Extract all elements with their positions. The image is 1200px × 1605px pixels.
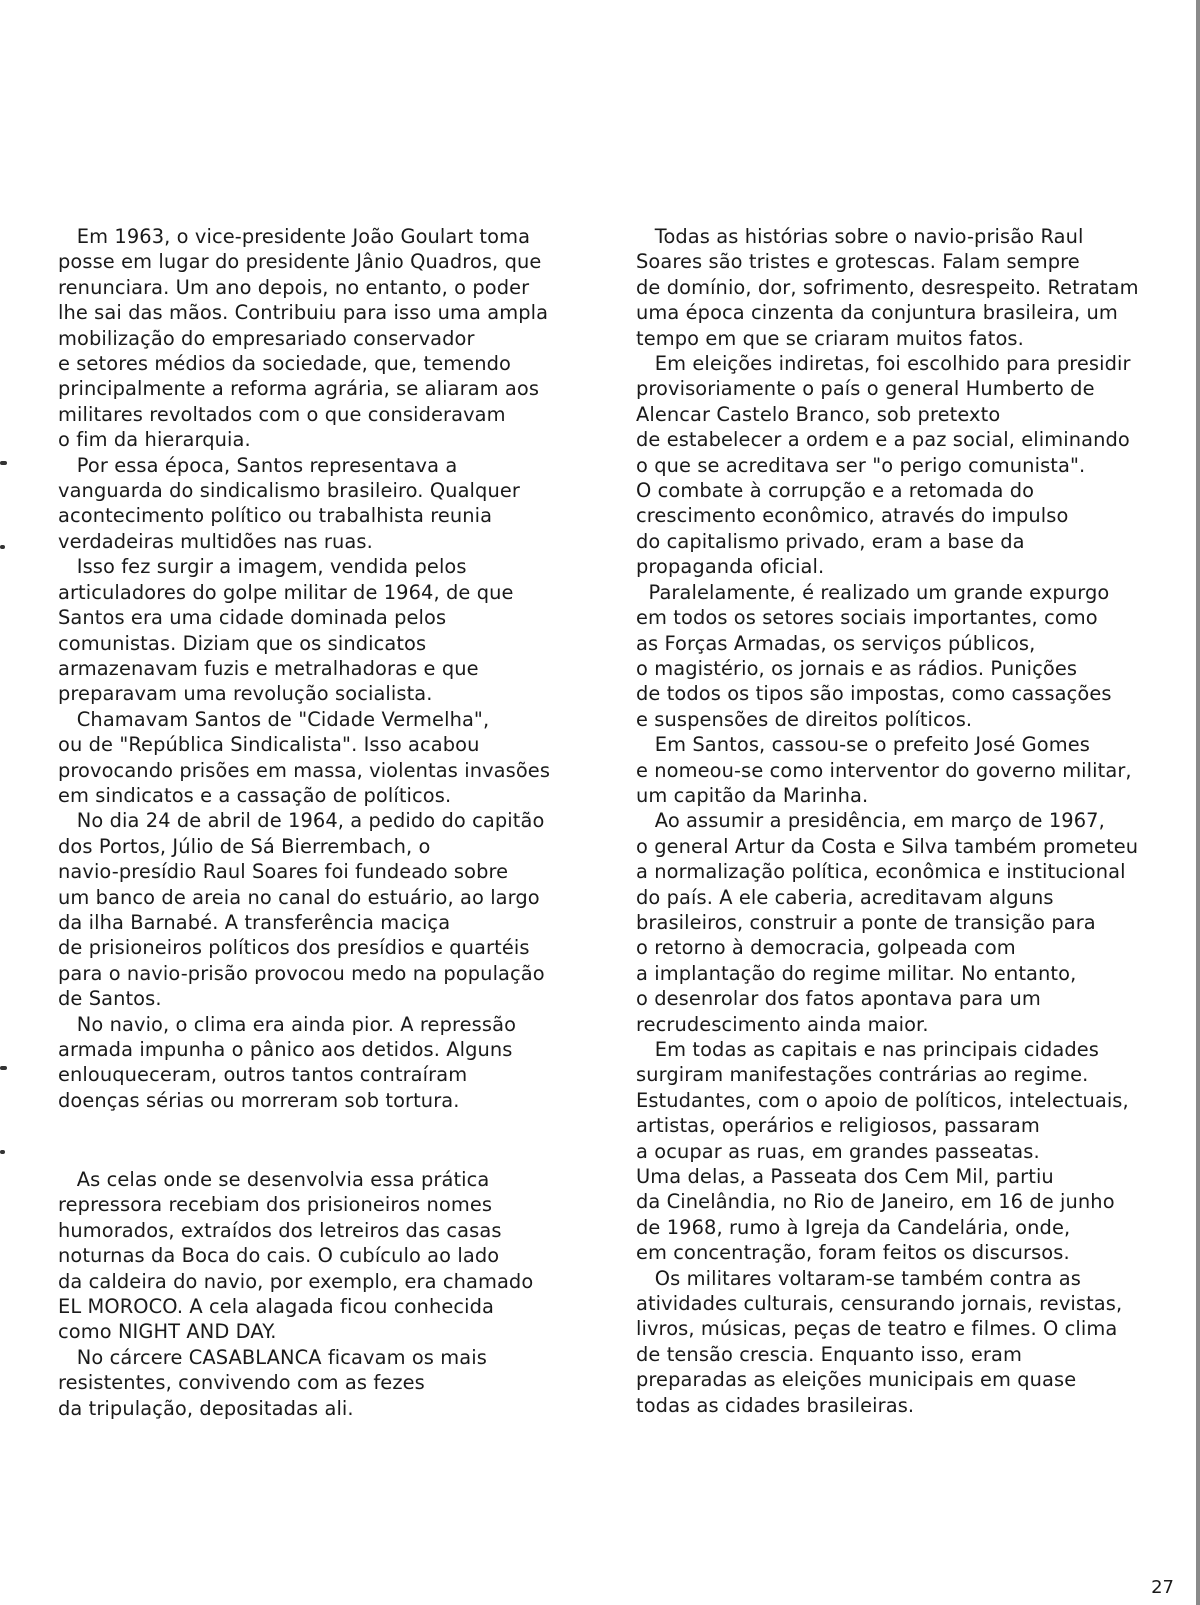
text-line: a ocupar as ruas, em grandes passeatas.: [636, 1139, 1040, 1163]
text-line: em sindicatos e a cassação de políticos.: [58, 783, 452, 807]
text-line: Chamavam Santos de "Cidade Vermelha",: [58, 707, 490, 731]
text-line: articuladores do golpe militar de 1964, de que: [58, 580, 514, 604]
text-line: o que se acreditava ser "o perigo comunista".: [636, 453, 1086, 477]
text-line: noturnas da Boca do cais. O cubículo ao lado: [58, 1244, 500, 1268]
text-line: do capitalismo privado, eram a base da: [636, 529, 1025, 553]
text-line: posse em lugar do presidente Jânio Quadros, que: [58, 250, 542, 274]
text-line: de estabelecer a ordem e a paz social, eliminando: [636, 428, 1130, 452]
text-line: repressora recebiam dos prisioneiros nomes: [58, 1193, 493, 1217]
text-line: e nomeou-se como interventor do governo militar,: [636, 758, 1132, 782]
text-line: o retorno à democracia, golpeada com: [636, 936, 1016, 960]
text-line: preparadas as eleições municipais em quase: [636, 1368, 1077, 1392]
text-line: comunistas. Diziam que os sindicatos: [58, 631, 427, 655]
text-line: Soares são tristes e grotescas. Falam sempre: [636, 250, 1080, 274]
text-line: propaganda oficial.: [636, 555, 825, 579]
text-line: O combate à corrupção e a retomada do: [636, 479, 1035, 503]
text-line: No navio, o clima era ainda pior. A repressão: [58, 1012, 517, 1036]
text-line: para o navio-prisão provocou medo na população: [58, 961, 545, 985]
text-line: atividades culturais, censurando jornais, revistas,: [636, 1292, 1123, 1316]
text-line: navio-presídio Raul Soares foi fundeado sobre: [58, 860, 509, 884]
text-line: humorados, extraídos dos letreiros das casas: [58, 1218, 502, 1242]
text-line: lhe sai das mãos. Contribuiu para isso uma ampla: [58, 301, 549, 325]
text-line: Alencar Castelo Branco, sob pretexto: [636, 402, 1001, 426]
text-line: de domínio, dor, sofrimento, desrespeito. Retratam: [636, 275, 1139, 299]
text-line: Os militares voltaram-se também contra as: [636, 1266, 1081, 1290]
text-line: militares revoltados com o que consideravam: [58, 402, 506, 426]
text-line: Em eleições indiretas, foi escolhido para presidir: [636, 352, 1131, 376]
text-line: surgiram manifestações contrárias ao regime.: [636, 1063, 1089, 1087]
text-line: principalmente a reforma agrária, se aliaram aos: [58, 377, 540, 401]
text-line: preparavam uma revolução socialista.: [58, 682, 433, 706]
text-line: tempo em que se criaram muitos fatos.: [636, 326, 1024, 350]
text-line: No dia 24 de abril de 1964, a pedido do capitão: [58, 809, 545, 833]
text-line: uma época cinzenta da conjuntura brasileira, um: [636, 301, 1118, 325]
text-line: o desenrolar dos fatos apontava para um: [636, 987, 1041, 1011]
text-line: provocando prisões em massa, violentas invasões: [58, 758, 551, 782]
text-line: as Forças Armadas, os serviços públicos,: [636, 631, 1036, 655]
text-line: o fim da hierarquia.: [58, 428, 251, 452]
text-line: todas as cidades brasileiras.: [636, 1393, 915, 1417]
margin-mark: [0, 545, 5, 549]
text-line: vanguarda do sindicalismo brasileiro. Qualquer: [58, 479, 520, 503]
text-line: e suspensões de direitos políticos.: [636, 707, 973, 731]
text-line: livros, músicas, peças de teatro e filmes. O clima: [636, 1317, 1118, 1341]
margin-mark: [0, 461, 7, 465]
text-line: EL MOROCO. A cela alagada ficou conhecida: [58, 1295, 495, 1319]
text-line: da caldeira do navio, por exemplo, era chamado: [58, 1269, 534, 1293]
text-line: da tripulação, depositadas ali.: [58, 1396, 354, 1420]
text-line: o magistério, os jornais e as rádios. Punições: [636, 656, 1078, 680]
text-line: renunciara. Um ano depois, no entanto, o poder: [58, 275, 530, 299]
text-line: em todos os setores sociais importantes, como: [636, 606, 1098, 630]
text-line: No cárcere CASABLANCA ficavam os mais: [58, 1345, 487, 1369]
text-line: Isso fez surgir a imagem, vendida pelos: [58, 555, 467, 579]
text-line: acontecimento político ou trabalhista reunia: [58, 504, 493, 528]
text-line: Por essa época, Santos representava a: [58, 453, 458, 477]
text-line: de prisioneiros políticos dos presídios e quartéis: [58, 936, 530, 960]
text-line: o general Artur da Costa e Silva também prometeu: [636, 834, 1139, 858]
text-line: de 1968, rumo à Igreja da Candelária, onde,: [636, 1215, 1071, 1239]
text-line: Uma delas, a Passeata dos Cem Mil, partiu: [636, 1165, 1054, 1189]
text-line: As celas onde se desenvolvia essa prática: [58, 1168, 490, 1191]
text-line: enlouqueceram, outros tantos contraíram: [58, 1063, 468, 1087]
text-line: a implantação do regime militar. No entanto,: [636, 961, 1077, 985]
text-line: Todas as histórias sobre o navio-prisão Raul: [636, 225, 1084, 248]
text-line: Em Santos, cassou-se o prefeito José Gomes: [636, 733, 1090, 757]
text-line: Em 1963, o vice-presidente João Goulart toma: [58, 225, 531, 248]
text-line: recrudescimento ainda maior.: [636, 1012, 929, 1036]
left-column-top: [58, 224, 578, 1113]
text-line: verdadeiras multidões nas ruas.: [58, 529, 373, 553]
text-line: brasileiros, construir a ponte de transição para: [636, 910, 1096, 934]
text-line: armada impunha o pânico aos detidos. Alguns: [58, 1038, 513, 1061]
left-column-bottom: [58, 1167, 578, 1421]
text-line: armazenavam fuzis e metralhadoras e que: [58, 656, 479, 680]
text-line: da Cinelândia, no Rio de Janeiro, em 16 de junho: [636, 1190, 1115, 1214]
text-line: doenças sérias ou morreram sob tortura.: [58, 1088, 460, 1112]
text-line: dos Portos, Júlio de Sá Bierrembach, o: [58, 834, 431, 858]
text-line: provisoriamente o país o general Humberto de: [636, 377, 1095, 401]
text-line: da ilha Barnabé. A transferência maciça: [58, 910, 451, 934]
text-line: Em todas as capitais e nas principais cidades: [636, 1038, 1100, 1061]
right-column: [636, 224, 1166, 1418]
text-line: Estudantes, com o apoio de políticos, intelectuais,: [636, 1088, 1129, 1112]
text-line: de tensão crescia. Enquanto isso, eram: [636, 1342, 1022, 1366]
text-line: de Santos.: [58, 987, 162, 1011]
text-line: um banco de areia no canal do estuário, ao largo: [58, 885, 540, 909]
text-line: a normalização política, econômica e institucional: [636, 860, 1126, 884]
text-line: em concentração, foram feitos os discursos.: [636, 1241, 1070, 1265]
text-line: Ao assumir a presidência, em março de 1967,: [636, 809, 1105, 833]
text-line: Paralelamente, é realizado um grande expurgo: [636, 580, 1110, 604]
margin-mark: [0, 1150, 5, 1154]
text-line: de todos os tipos são impostas, como cassações: [636, 682, 1112, 706]
text-line: do país. A ele caberia, acreditavam alguns: [636, 885, 1054, 909]
text-line: resistentes, convivendo com as fezes: [58, 1371, 425, 1395]
text-line: crescimento econômico, através do impulso: [636, 504, 1069, 528]
margin-mark: [0, 1066, 7, 1070]
text-line: Santos era uma cidade dominada pelos: [58, 606, 447, 630]
text-line: artistas, operários e religiosos, passaram: [636, 1114, 1040, 1138]
text-line: ou de "República Sindicalista". Isso acabou: [58, 733, 480, 757]
page-number: 27: [1151, 1577, 1174, 1598]
text-line: um capitão da Marinha.: [636, 783, 869, 807]
text-line: mobilização do empresariado conservador: [58, 326, 475, 350]
page-edge-shadow: [1196, 0, 1200, 1605]
text-line: como NIGHT AND DAY.: [58, 1320, 277, 1344]
text-line: e setores médios da sociedade, que, temendo: [58, 352, 512, 376]
